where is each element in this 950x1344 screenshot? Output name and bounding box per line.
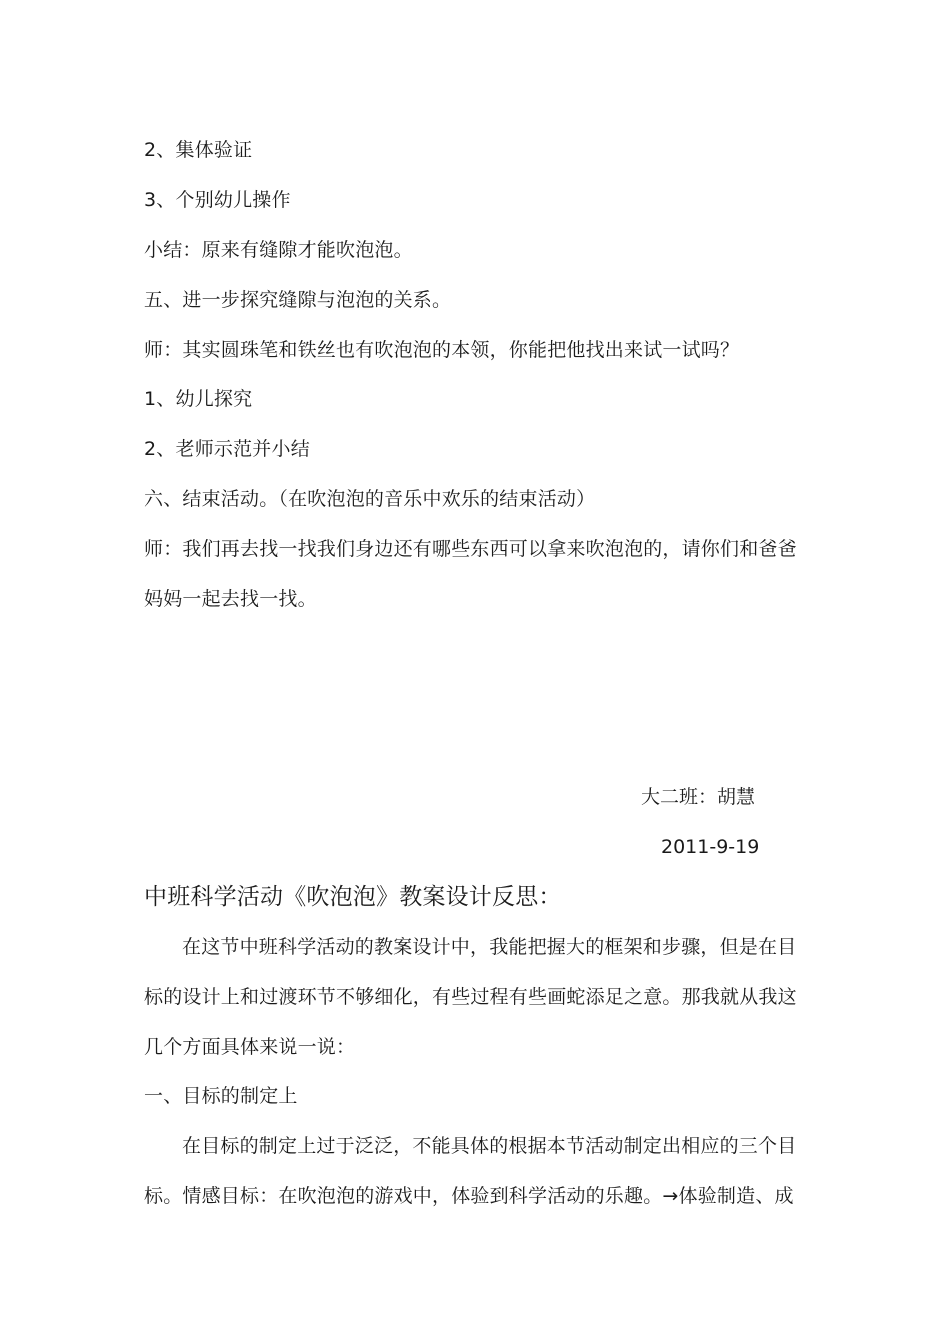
reflection-para2-line-1: 在目标的制定上过于泛泛，不能具体的根据本节活动制定出相应的三个目 bbox=[182, 1135, 797, 1157]
summary-line: 小结：原来有缝隙才能吹泡泡。 bbox=[144, 239, 413, 261]
step-teacher-demo: 2、老师示范并小结 bbox=[144, 438, 310, 460]
reflection-title: 中班科学活动《吹泡泡》教案设计反思： bbox=[144, 884, 562, 910]
step-individual-operate: 3、个别幼儿操作 bbox=[144, 189, 291, 211]
teacher-question: 师：其实圆珠笔和铁丝也有吹泡泡的本领，你能把他找出来试一试吗？ bbox=[144, 339, 740, 361]
section-five-heading: 五、进一步探究缝隙与泡泡的关系。 bbox=[144, 289, 452, 311]
reflection-para2-line-2: 标。情感目标：在吹泡泡的游戏中，体验到科学活动的乐趣。→体验制造、成 bbox=[144, 1185, 794, 1207]
teacher-closing-line-1: 师：我们再去找一找我们身边还有哪些东西可以拿来吹泡泡的，请你们和爸爸 bbox=[144, 538, 797, 560]
reflection-subheading: 一、目标的制定上 bbox=[144, 1085, 298, 1107]
author-signature: 大二班：胡慧 bbox=[641, 786, 756, 808]
step-collective-verify: 2、集体验证 bbox=[144, 139, 253, 161]
section-six-heading: 六、结束活动。（在吹泡泡的音乐中欢乐的结束活动） bbox=[144, 488, 596, 510]
reflection-para1-line-1: 在这节中班科学活动的教案设计中，我能把握大的框架和步骤，但是在目 bbox=[182, 936, 797, 958]
reflection-para1-line-3: 几个方面具体来说一说： bbox=[144, 1036, 356, 1058]
reflection-para1-line-2: 标的设计上和过渡环节不够细化，有些过程有些画蛇添足之意。那我就从我这 bbox=[144, 986, 797, 1008]
signature-date: 2011-9-19 bbox=[661, 836, 760, 858]
teacher-closing-line-2: 妈妈一起去找一找。 bbox=[144, 588, 317, 610]
step-child-explore: 1、幼儿探究 bbox=[144, 388, 253, 410]
